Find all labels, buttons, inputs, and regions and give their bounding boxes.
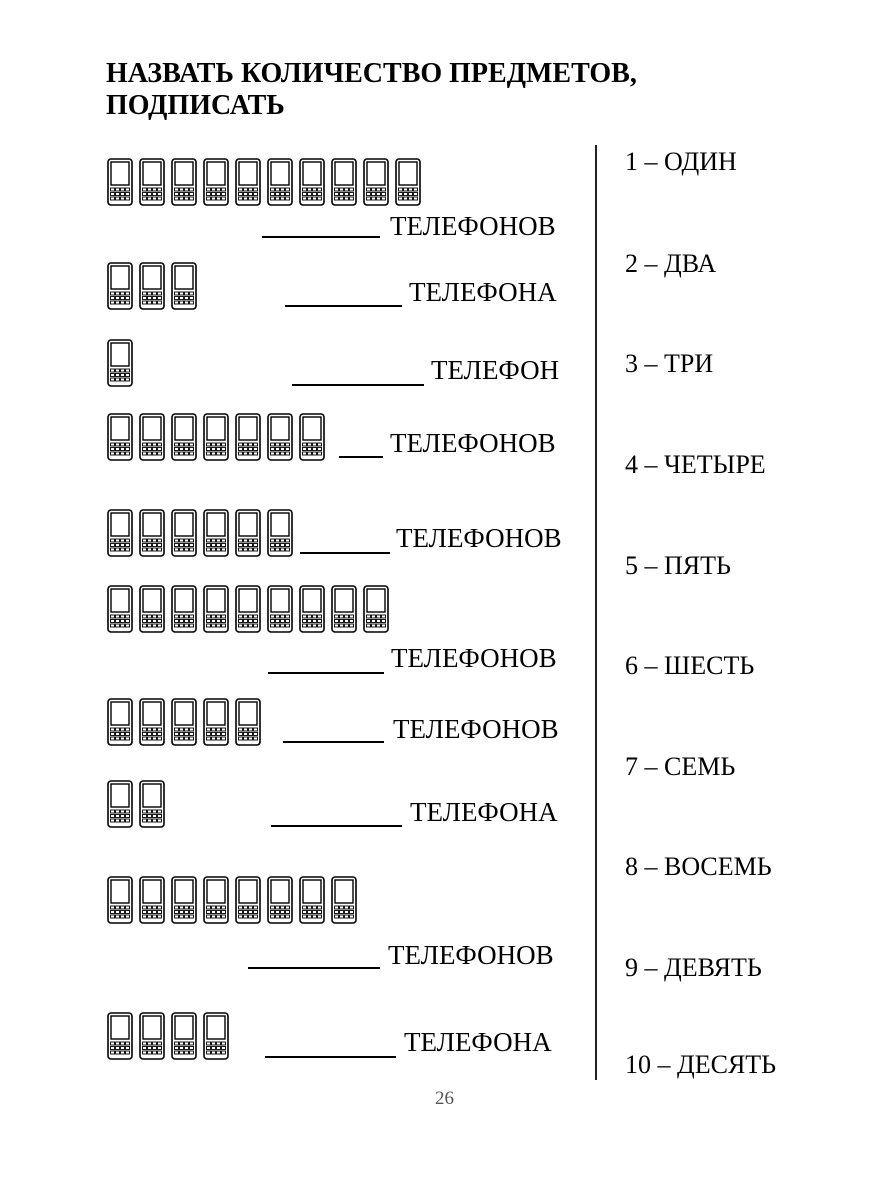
item-label-7: ТЕЛЕФОНОВ (393, 714, 559, 744)
phone-group-2 (107, 262, 197, 310)
answer-blank-9[interactable] (248, 967, 380, 969)
phone-group-6 (107, 585, 389, 633)
mobile-phone-icon (171, 876, 197, 924)
answer-blank-6[interactable] (268, 672, 384, 674)
number-word-8: 8 – ВОСЕМЬ (625, 852, 772, 881)
mobile-phone-icon (331, 585, 357, 633)
page-number: 26 (435, 1088, 454, 1109)
item-label-5: ТЕЛЕФОНОВ (396, 523, 562, 553)
item-label-2: ТЕЛЕФОНА (409, 277, 557, 307)
mobile-phone-icon (139, 158, 165, 206)
item-label-6: ТЕЛЕФОНОВ (391, 643, 557, 673)
mobile-phone-icon (107, 1012, 133, 1060)
item-label-10: ТЕЛЕФОНА (404, 1027, 552, 1057)
number-word-4: 4 – ЧЕТЫРЕ (625, 450, 766, 479)
mobile-phone-icon (235, 698, 261, 746)
mobile-phone-icon (363, 585, 389, 633)
number-word-7: 7 – СЕМЬ (625, 752, 736, 781)
number-word-2: 2 – ДВА (625, 249, 717, 278)
phone-group-8 (107, 780, 165, 828)
mobile-phone-icon (299, 413, 325, 461)
mobile-phone-icon (107, 339, 133, 387)
mobile-phone-icon (235, 158, 261, 206)
number-word-10: 10 – ДЕСЯТЬ (625, 1050, 777, 1079)
mobile-phone-icon (203, 509, 229, 557)
item-label-4: ТЕЛЕФОНОВ (390, 428, 556, 458)
mobile-phone-icon (171, 1012, 197, 1060)
item-label-9: ТЕЛЕФОНОВ (388, 940, 554, 970)
mobile-phone-icon (107, 585, 133, 633)
mobile-phone-icon (139, 780, 165, 828)
mobile-phone-icon (395, 158, 421, 206)
mobile-phone-icon (267, 509, 293, 557)
mobile-phone-icon (203, 876, 229, 924)
mobile-phone-icon (107, 876, 133, 924)
phone-group-7 (107, 698, 261, 746)
mobile-phone-icon (203, 1012, 229, 1060)
item-label-3: ТЕЛЕФОН (431, 355, 560, 385)
mobile-phone-icon (267, 876, 293, 924)
item-label-1: ТЕЛЕФОНОВ (390, 211, 556, 241)
mobile-phone-icon (171, 262, 197, 310)
answer-blank-10[interactable] (265, 1056, 396, 1058)
mobile-phone-icon (331, 158, 357, 206)
phone-group-1 (107, 158, 421, 206)
mobile-phone-icon (139, 585, 165, 633)
mobile-phone-icon (299, 158, 325, 206)
mobile-phone-icon (203, 158, 229, 206)
mobile-phone-icon (203, 585, 229, 633)
number-word-6: 6 – ШЕСТЬ (625, 651, 755, 680)
phone-group-4 (107, 413, 325, 461)
mobile-phone-icon (107, 158, 133, 206)
mobile-phone-icon (267, 413, 293, 461)
answer-blank-2[interactable] (285, 305, 402, 307)
mobile-phone-icon (235, 509, 261, 557)
phone-group-5 (107, 509, 293, 557)
answer-blank-5[interactable] (300, 552, 390, 554)
mobile-phone-icon (107, 509, 133, 557)
mobile-phone-icon (171, 698, 197, 746)
phone-group-9 (107, 876, 357, 924)
mobile-phone-icon (267, 585, 293, 633)
mobile-phone-icon (171, 413, 197, 461)
answer-blank-7[interactable] (283, 741, 384, 743)
mobile-phone-icon (363, 158, 389, 206)
mobile-phone-icon (235, 876, 261, 924)
mobile-phone-icon (139, 509, 165, 557)
number-word-1: 1 – ОДИН (625, 147, 737, 176)
mobile-phone-icon (139, 876, 165, 924)
mobile-phone-icon (203, 413, 229, 461)
mobile-phone-icon (171, 509, 197, 557)
mobile-phone-icon (107, 413, 133, 461)
item-label-8: ТЕЛЕФОНА (410, 797, 558, 827)
mobile-phone-icon (107, 262, 133, 310)
mobile-phone-icon (139, 262, 165, 310)
mobile-phone-icon (139, 1012, 165, 1060)
mobile-phone-icon (331, 876, 357, 924)
column-divider (595, 145, 597, 1080)
answer-blank-3[interactable] (292, 384, 424, 386)
phone-group-10 (107, 1012, 229, 1060)
mobile-phone-icon (171, 158, 197, 206)
answer-blank-4[interactable] (339, 456, 383, 458)
mobile-phone-icon (299, 585, 325, 633)
mobile-phone-icon (299, 876, 325, 924)
mobile-phone-icon (139, 413, 165, 461)
mobile-phone-icon (267, 158, 293, 206)
answer-blank-1[interactable] (262, 236, 380, 238)
page-title: НАЗВАТЬ КОЛИЧЕСТВО ПРЕДМЕТОВ, ПОДПИСАТЬ (106, 58, 637, 121)
mobile-phone-icon (139, 698, 165, 746)
mobile-phone-icon (107, 780, 133, 828)
phone-group-3 (107, 339, 133, 387)
answer-blank-8[interactable] (271, 825, 402, 827)
number-word-5: 5 – ПЯТЬ (625, 551, 731, 580)
mobile-phone-icon (203, 698, 229, 746)
mobile-phone-icon (235, 413, 261, 461)
mobile-phone-icon (107, 698, 133, 746)
mobile-phone-icon (171, 585, 197, 633)
number-word-3: 3 – ТРИ (625, 349, 714, 378)
number-word-9: 9 – ДЕВЯТЬ (625, 953, 762, 982)
mobile-phone-icon (235, 585, 261, 633)
